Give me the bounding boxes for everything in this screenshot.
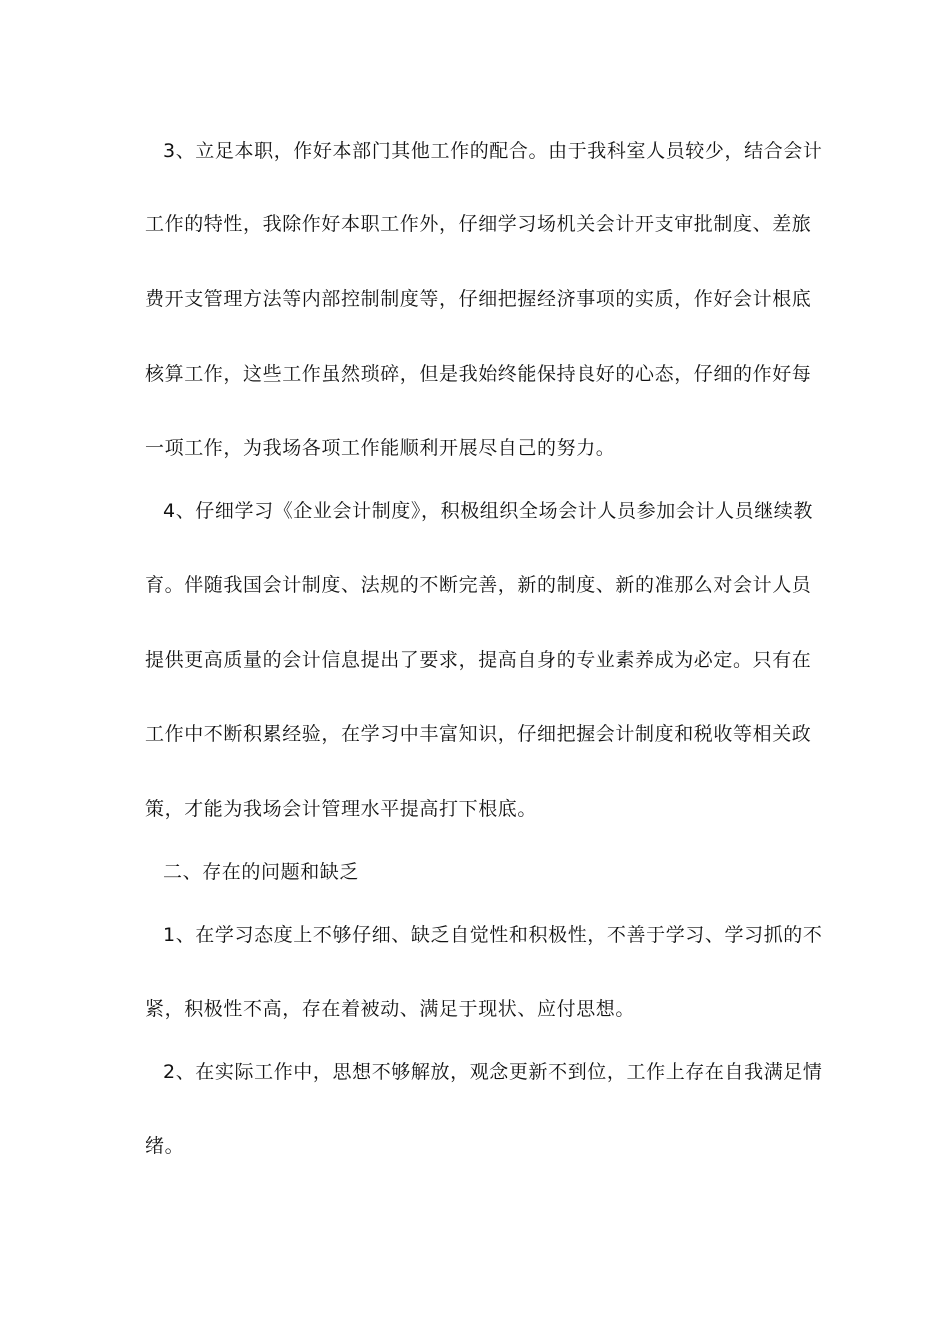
- paragraph-3-line-4: 核算工作，这些工作虽然琐碎，但是我始终能保持良好的心态，仔细的作好每: [145, 363, 812, 385]
- issue-1-line-1: 1、在学习态度上不够仔细、缺乏自觉性和积极性，不善于学习、学习抓的不: [163, 924, 823, 946]
- paragraph-3-line-3: 费开支管理方法等内部控制制度等，仔细把握经济事项的实质，作好会计根底: [145, 288, 812, 310]
- paragraph-4-line-1: 4、仔细学习《企业会计制度》，积极组织全场会计人员参加会计人员继续教: [163, 500, 813, 522]
- paragraph-3-line-5: 一项工作，为我场各项工作能顺利开展尽自己的努力。: [145, 437, 616, 459]
- paragraph-4-line-4: 工作中不断积累经验，在学习中丰富知识，仔细把握会计制度和税收等相关政: [145, 723, 812, 745]
- paragraph-4-line-3: 提供更高质量的会计信息提出了要求，提高自身的专业素养成为必定。只有在: [145, 649, 812, 671]
- issue-2-line-2: 绪。: [145, 1135, 185, 1157]
- issue-2-line-1: 2、在实际工作中，思想不够解放，观念更新不到位，工作上存在自我满足情: [163, 1061, 823, 1083]
- paragraph-4-line-5: 策，才能为我场会计管理水平提高打下根底。: [145, 798, 538, 820]
- paragraph-3-line-1: 3、立足本职，作好本部门其他工作的配合。由于我科室人员较少，结合会计: [163, 140, 823, 162]
- paragraph-3-line-2: 工作的特性，我除作好本职工作外，仔细学习场机关会计开支审批制度、差旅: [145, 213, 812, 235]
- paragraph-4-line-2: 育。伴随我国会计制度、法规的不断完善，新的制度、新的准那么对会计人员: [145, 574, 812, 596]
- issue-1-line-2: 紧，积极性不高，存在着被动、满足于现状、应付思想。: [145, 998, 636, 1020]
- section-heading: 二、存在的问题和缺乏: [163, 861, 360, 883]
